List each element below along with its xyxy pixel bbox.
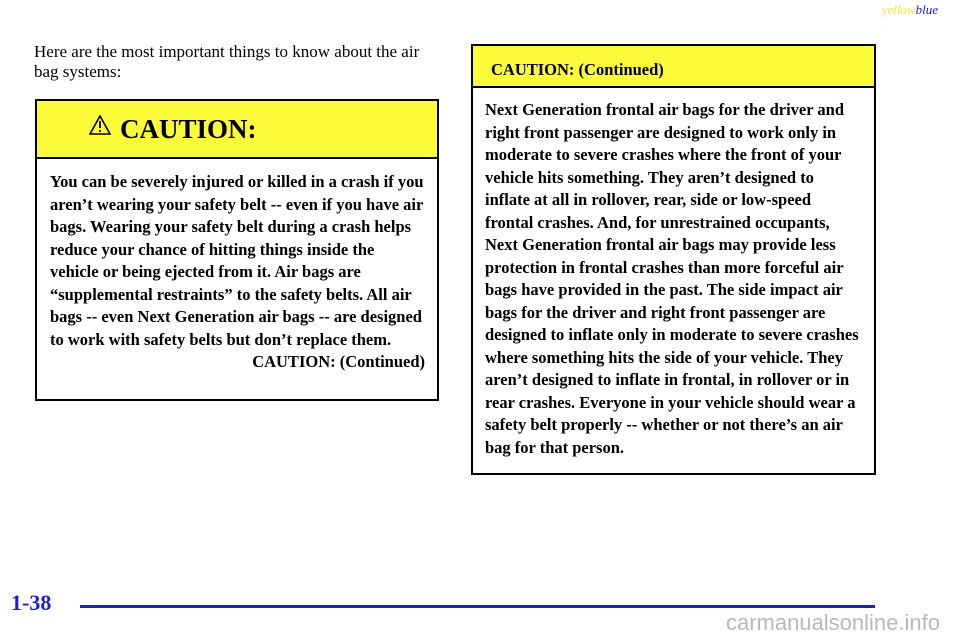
caution-title: CAUTION: [120, 114, 257, 144]
warning-triangle-icon [89, 115, 111, 135]
caution-continued-box [471, 44, 876, 475]
print-color-mark [882, 2, 938, 18]
color-mark-yellow: yellow [881, 2, 916, 17]
caution-continued-body: Next Generation frontal air bags for the driver and right front passenger are designed to work only in moderate to severe crashes where the front of your vehicle hits something. They aren’t designed to inflate at all in rollover, rear, side or low-speed frontal crashes. And, for unrestrained occupants, Next Generation frontal air bags may provide less protection in frontal crashes than more forceful air bags have provided in the past. The side impact air bags for the driver and right front passenger are designed to inflate only in moderate to severe crashes where something hits the side of your vehicle. They aren’t designed to inflate in frontal, in rollover or in rear crashes. Everyone in your vehicle should wear a safety belt properly -- whether or not there’s an air bag for that person. [485, 100, 859, 457]
intro-paragraph: Here are the most important things to know about the air bag systems: [34, 42, 420, 81]
caution-box [35, 99, 439, 401]
footer-rule [80, 605, 875, 608]
color-mark-blue: blue [915, 2, 938, 17]
caution-header [37, 101, 437, 159]
caution-text: You can be severely injured or killed in a crash if you aren’t wearing your safety belt -- even if you have air bags. Wearing your safety belt during a crash helps reduce your chance of hitting things inside the vehicle or being ejected from it. Air bags are “supplemental restraints” to the safety belts. All air bags -- even Next Generation air bags -- are designed to work with safety belts but don’t replace them. [50, 172, 424, 349]
caution-continued-header [473, 46, 874, 88]
page-number: 1-38 [11, 590, 52, 615]
caution-continued-label: CAUTION: (Continued) [252, 352, 425, 371]
watermark: carmanualsonline.info [725, 610, 940, 635]
caution-continued-title: CAUTION: (Continued) [491, 60, 664, 79]
caution-body [37, 159, 437, 374]
